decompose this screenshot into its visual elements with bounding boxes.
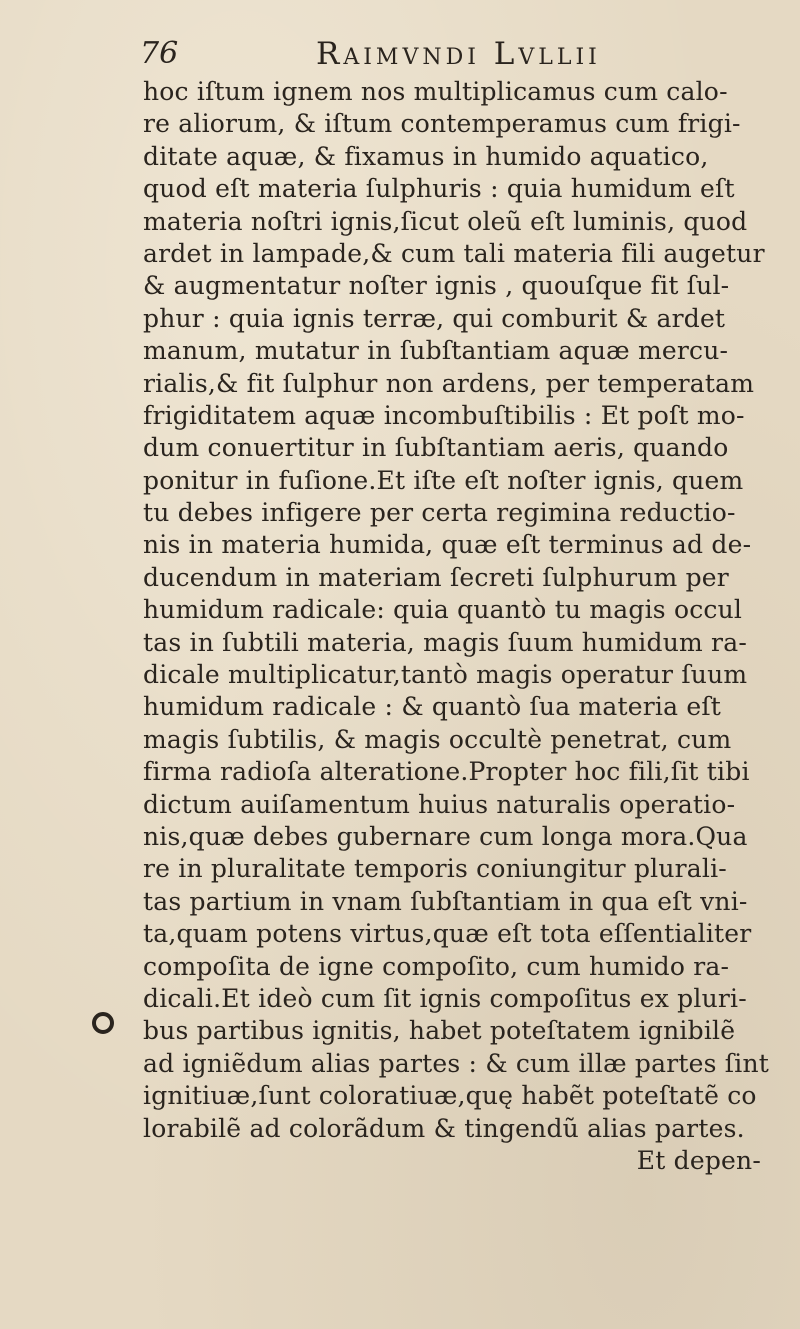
text-line: nis in materia humida, quæ eſt terminus ad de- [143,530,752,560]
text-line: compoſita de igne compoſito, cum humido ra- [143,951,730,981]
text-line: materia noſtri ignis,ſicut oleũ eſt luminis, quod [143,206,748,236]
text-line: tas partium in vnam ſubſtantiam in qua eſt vni- [143,886,748,916]
text-line: ditate aquæ, & fixamus in humido aquatico, [143,141,709,171]
text-line: dictum auiſamentum huius naturalis operatio- [143,789,736,819]
text-line: dicale multiplicatur,tantò magis operatur ſuum [143,660,748,690]
text-line: ad igniẽdum alias partes : & cum illæ partes ſint [143,1048,769,1078]
text-line: ducendum in materiam ſecreti ſulphurum per [143,562,729,592]
text-line: manum, mutatur in ſubſtantiam aquæ mercu- [143,336,729,366]
text-line: ignitiuæ,ſunt coloratiuæ,quę habẽt poteſtatẽ co [143,1081,757,1111]
text-line: & augmentatur noſter ignis , quouſque fit ſul- [143,271,730,301]
text-line: ardet in lampade,& cum tali materia fili augetur [143,238,765,268]
text-line: firma radioſa alteratione.Propter hoc fili,ſit tibi [143,757,750,787]
margin-circle-mark [92,1012,114,1034]
text-line: ponitur in fuſione.Et iſte eſt noſter ignis, quem [143,465,744,495]
text-line: humidum radicale: quia quantò tu magis occul [143,595,743,625]
text-line: phur : quia ignis terræ, qui comburit & ardet [143,303,726,333]
text-line: dicali.Et ideò cum ſit ignis compoſitus ex pluri- [143,983,747,1013]
text-line: bus partibus ignitis, habet poteſtatem ignibilẽ [143,1016,736,1046]
body-text [143,76,773,1177]
catchword: Et depen- [636,1145,761,1175]
text-line: quod eſt materia ſulphuris : quia humidum eſt [143,174,735,204]
text-line: humidum radicale : & quantò ſua materia eſt [143,692,722,722]
text-line: ta,quam potens virtus,quæ eſt tota eſſentialiter [143,919,752,949]
text-line: re aliorum, & iſtum contemperamus cum frigi- [143,109,741,139]
text-line: dum conuertitur in ſubſtantiam aeris, quando [143,433,729,463]
text-line: re in pluralitate temporis coniungitur plurali- [143,854,727,884]
page-header [140,34,780,74]
text-line: frigiditatem aquæ incombuſtibilis : Et poſt mo- [143,400,745,430]
text-line: tas in ſubtili materia, magis ſuum humidum ra- [143,627,747,657]
text-line: hoc iſtum ignem nos multiplicamus cum calo- [143,77,728,106]
text-line: magis ſubtilis, & magis occultè penetrat, cum [143,724,732,754]
page-number: 76 [140,36,179,71]
text-line: nis,quæ debes gubernare cum longa mora.Qua [143,821,748,851]
text-line: rialis,& fit ſulphur non ardens, per temperatam [143,368,755,398]
text-line: tu debes infigere per certa regimina reductio- [143,498,736,528]
text-line: lorabilẽ ad colorãdum & tingendũ alias partes. [143,1113,745,1143]
running-head: Raimvndi Lvllii [316,36,601,72]
